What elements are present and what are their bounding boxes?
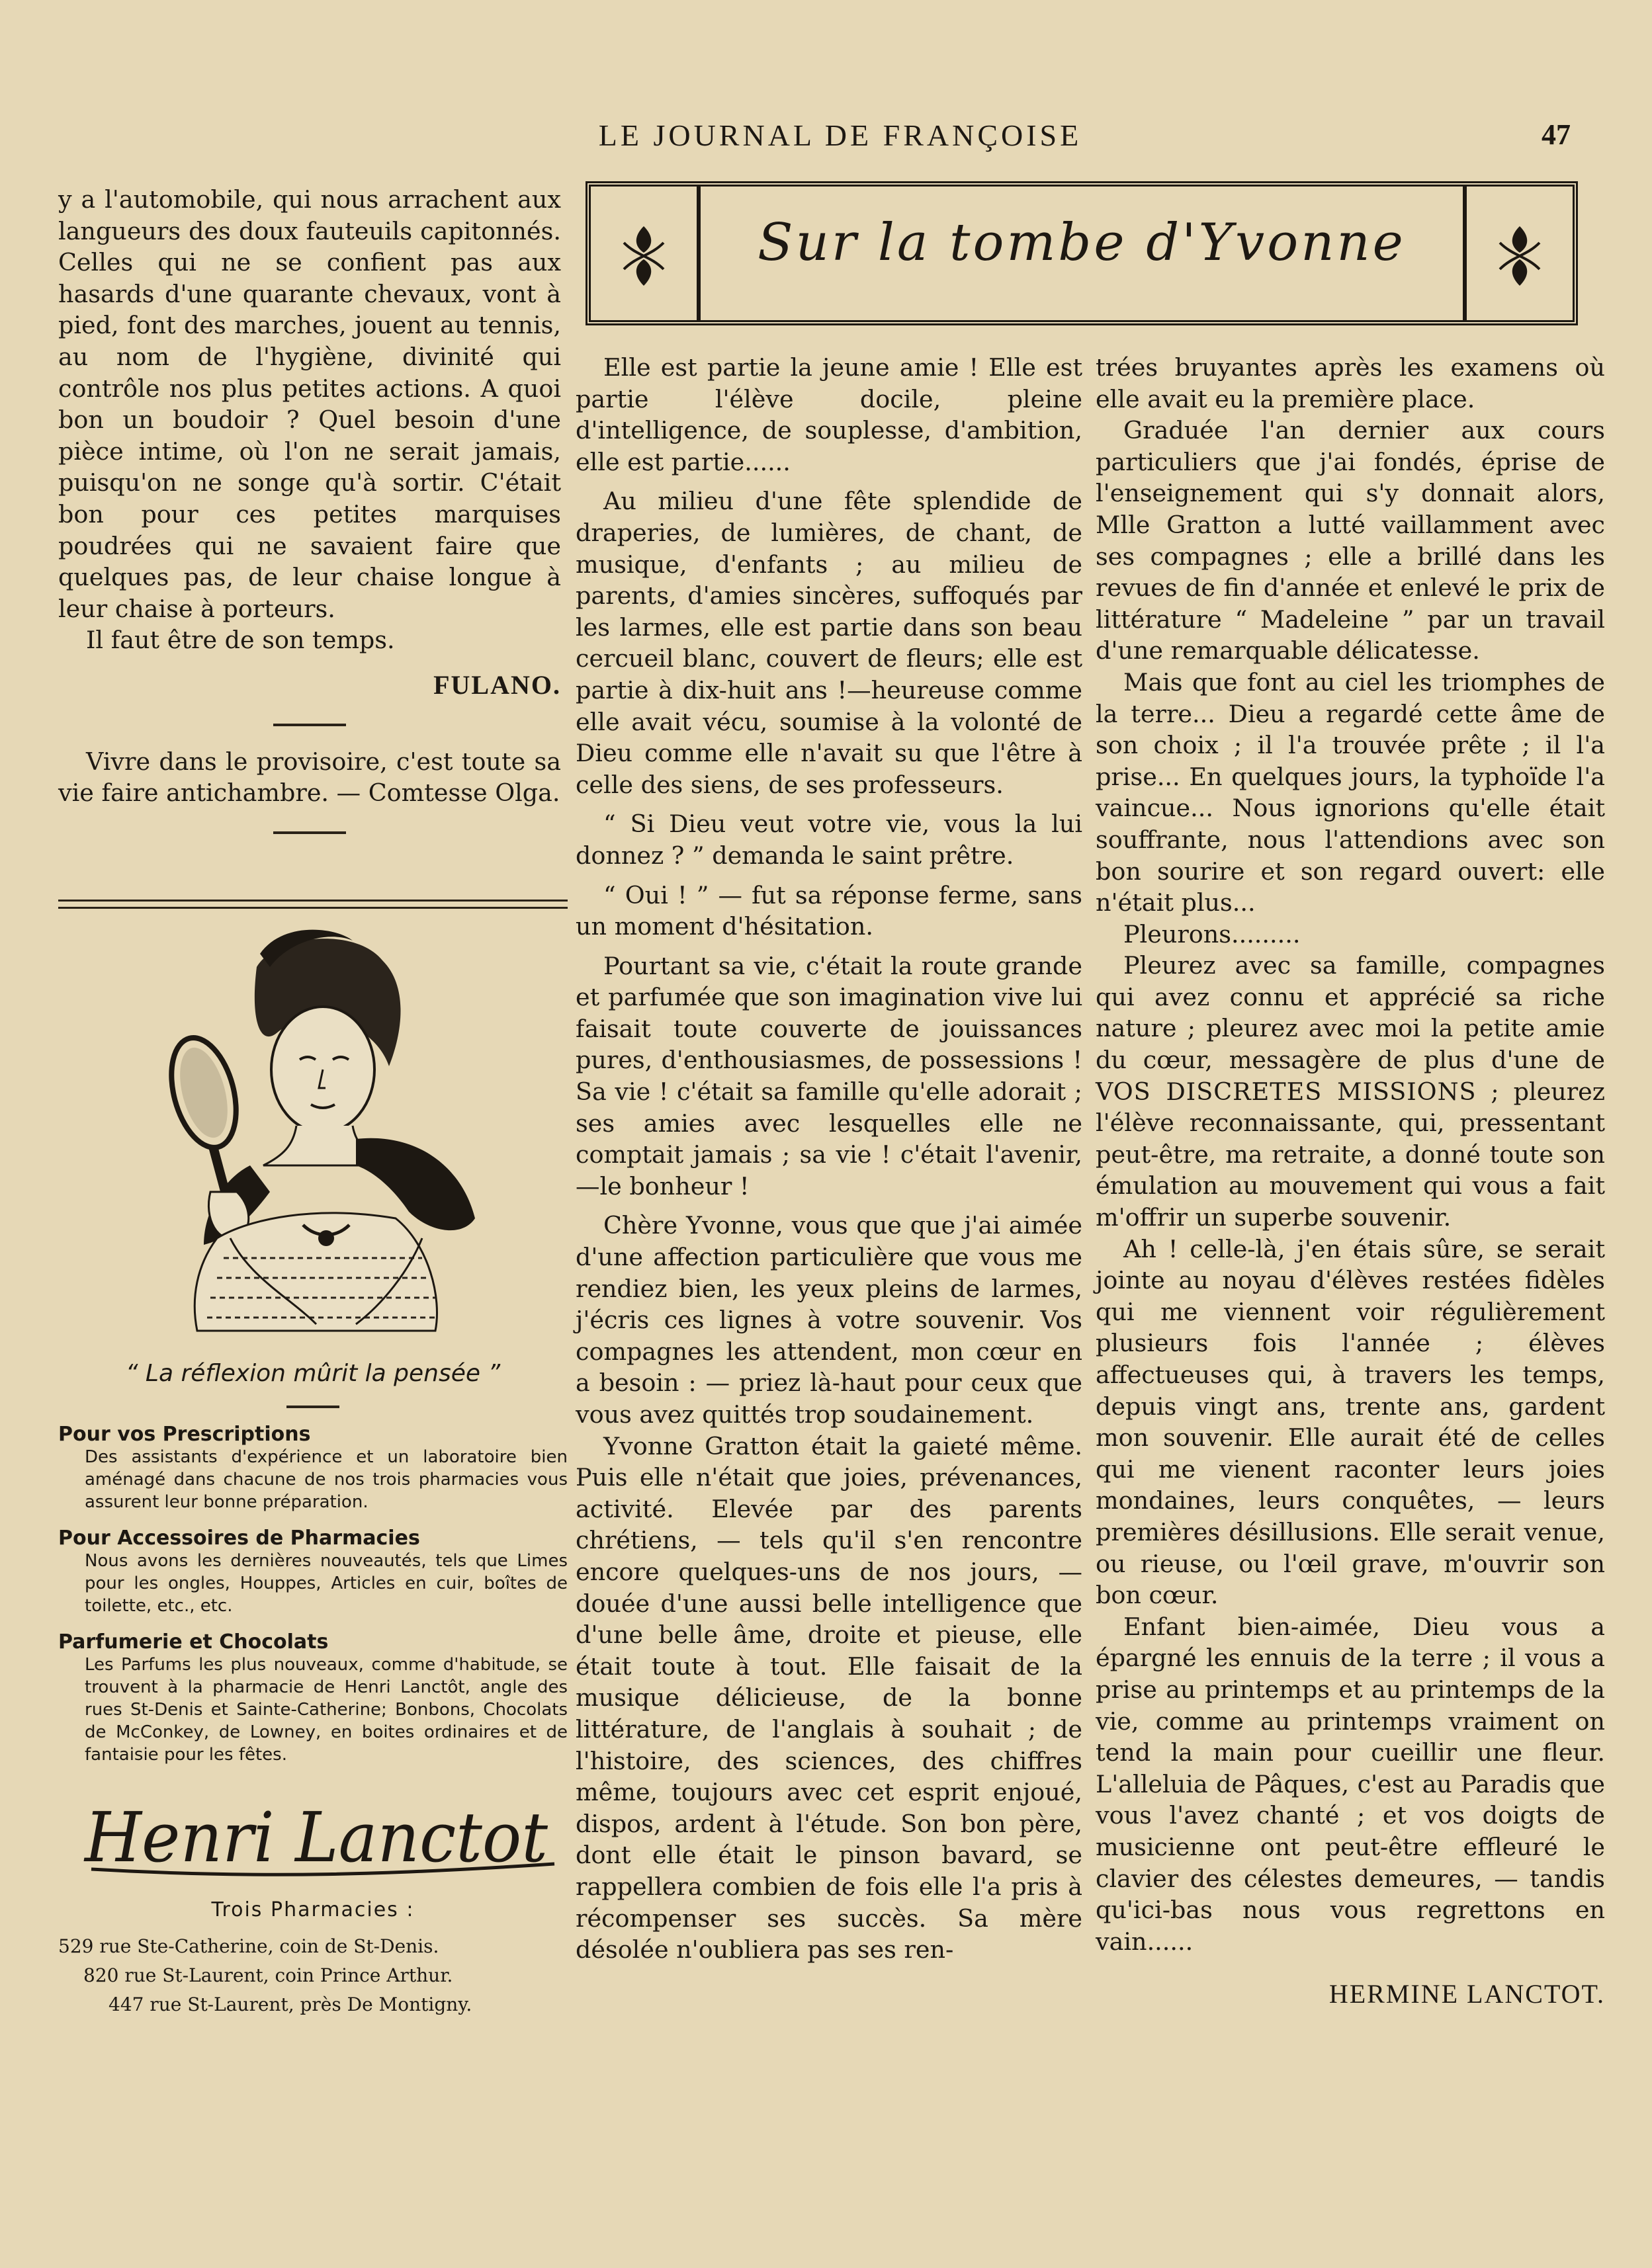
pharmacy-address: 447 rue St-Laurent, près De Montigny.: [109, 1994, 472, 2015]
fulano-paragraph-1: y a l'automobile, qui nous arrachent aux langueurs des doux fauteuils capitonnés. Celles qui ne se confient pas aux hasards d'une quarante chevaux, vont à pied, font des marches, jouent au tennis, au nom de l'hygiène, divinité qui contrôle nos plus petites actions. A quoi bon un boudoir ? Quel besoin d'une pièce intime, où l'on ne serait jamais, puisqu'on ne songe qu'à sortir. C'était bon pour ces petites marquises poudrées qui ne savaient faire que quelques pas, de leur chaise longue à leur chaise à porteurs.: [58, 185, 561, 623]
article-paragraph: Pleurons.........: [1123, 919, 1301, 948]
pharmacies-title: Trois Pharmacies :: [211, 1898, 415, 1921]
divider: [273, 724, 346, 726]
column-right: [1096, 352, 1605, 2010]
ad-section-heading: Parfumerie et Chocolats: [58, 1630, 329, 1654]
henri-lanctot-logo: [65, 1790, 568, 1882]
pharmacy-advertisement: [58, 900, 568, 2019]
fulano-paragraph-2: Il faut être de son temps.: [86, 626, 395, 655]
column-left: [58, 184, 561, 854]
discretes-missions: VOS DISCRETES MISSIONS: [1096, 1077, 1477, 1106]
article-paragraph: “ Si Dieu veut votre vie, vous la lui donnez ? ” demanda le saint prêtre.: [576, 810, 1082, 870]
journal-title: LE JOURNAL DE FRANÇOISE: [598, 118, 1082, 152]
article-paragraph: Pleurez avec sa famille, compagnes qui avez connu et apprécié sa riche nature ; pleurez avec moi la petite amie du cœur, messagère de plus d'une de VOS DISCRETES MISSIONS ; pleurez l'élève reconnaissante, qui, pressentant peut-être, ma retraite, a donné toute son émulation au mouvement qui vous a fait m'offrir un superbe souvenir.: [1096, 951, 1605, 1232]
article-paragraph: Chère Yvonne, vous que que j'ai aimée d'une affection particulière que vous me rendiez bien, les yeux pleins de larmes, j'écris ces lignes à votre souvenir. Vos compagnes les attendent, mon cœur en a besoin : — priez là-haut pour ceux que vous avez quittés trop soudainement.: [576, 1211, 1082, 1429]
fulano-signature: FULANO.: [433, 669, 561, 700]
article-signature: HERMINE LANCTOT.: [1328, 1979, 1605, 2009]
svg-text:Henri Lanctot: Henri Lanctot: [83, 1797, 548, 1878]
ad-top-rule: [58, 900, 568, 909]
article-paragraph: Pourtant sa vie, c'était la route grande et parfumée que son imagination vive lui faisait toute couverte de jouissances pures, d'enthousiasmes, de possessions ! Sa vie ! c'était sa famille qu'elle adorait ; ses amies avec lesquelles elle ne comptait jamais ; sa vie ! c'était l'avenir,—le bonheur !: [576, 951, 1082, 1200]
column-middle: [576, 352, 1082, 1966]
article-paragraph: “ Oui ! ” — fut sa réponse ferme, sans un moment d'hésitation.: [576, 880, 1082, 941]
article-paragraph: Yvonne Gratton était la gaieté même. Puis elle n'était que joies, prévenances, activité. Elevée par des parents chrétiens, — tels qu'il s'en rencontre encore quelques-uns de nos jours, — douée d'une aussi belle intelligence que d'une belle âme, droite et pieuse, elle était toute à tout. Elle faisait de la musique délicieuse, de la bonne littérature, de l'anglais à souhait ; de l'histoire, des sciences, des chiffres même, toujours avec cet esprit enjoué, dispos, ardent à l'étude. Son bon père, dont elle était le pinson bavard, se rappellera combien de fois elle l'a pris à récompenser ses succès. Sa mère désolée n'oubliera pas ses ren-: [576, 1431, 1082, 1964]
olga-quote: Vivre dans le provisoire, c'est toute sa vie faire antichambre. — Comtesse Olga.: [58, 747, 561, 808]
ad-section-body: Nous avons les dernières nouveautés, tels que Limes pour les ongles, Houppes, Articles en cuir, boîtes de toilette, etc., etc.: [85, 1551, 568, 1616]
article-paragraph: Elle est partie la jeune amie ! Elle est partie l'élève docile, pleine d'intelligence, de souplesse, d'ambition, elle est partie......: [576, 353, 1082, 476]
ad-section-heading: Pour vos Prescriptions: [58, 1423, 311, 1446]
article-paragraph: Ah ! celle-là, j'en étais sûre, se serait jointe au noyau d'élèves restées fidèles qui me viennent voir régulièrement plusieurs fois l'année ; élèves affectueuses qui, à travers les temps, depuis vingt ans, trente ans, gardent mon souvenir. Elle aurait été de celles qui me vienent raconter leurs joies mondaines, leurs conquêtes, — leurs premières désillusions. Elle serait venue, ou rieuse, ou l'œil grave, m'ouvrir son bon cœur.: [1096, 1234, 1605, 1610]
article-paragraph: Mais que font au ciel les triomphes de la terre... Dieu a regardé cette âme de son choix ; il l'a trouvée prête ; il l'a prise... En quelques jours, la typhoïde l'a vaincue... Nous ignorions qu'elle était souffrante, nous l'attendions avec son bon sourire et son regard ouvert: elle n'était plus...: [1096, 667, 1605, 917]
article-title-box: [586, 181, 1578, 325]
divider: [286, 1406, 339, 1408]
article-title: Sur la tombe d'Yvonne: [758, 213, 1406, 273]
woman-with-mirror-illustration: [118, 927, 515, 1337]
article-paragraph: trées bruyantes après les examens où elle avait eu la première place.: [1096, 353, 1605, 413]
ad-section-heading: Pour Accessoires de Pharmacies: [58, 1527, 420, 1550]
fleuron-ornament-icon: [1493, 223, 1546, 289]
illustration-caption: “ La réflexion mûrit la pensée ”: [125, 1360, 501, 1387]
divider: [273, 831, 346, 834]
article-paragraph: Au milieu d'une fête splendide de draperies, de lumières, de chant, de musique, d'enfants ; au milieu de parents, d'amies sincères, suffoqués par les larmes, elle est partie dans son beau cercueil blanc, couvert de fleurs; elle est partie à dix-huit ans !—heureuse comme elle avait vécu, soumise à la volonté de Dieu comme elle n'avait su que l'être à celle des siens, de ses professeurs.: [576, 487, 1082, 799]
page-number: 47: [1542, 118, 1571, 151]
ad-section-body: Des assistants d'expérience et un laboratoire bien aménagé dans chacune de nos trois pharmacies vous assurent leur bonne préparation.: [85, 1447, 568, 1512]
pharmacy-address: 529 rue Ste-Catherine, coin de St-Denis.: [58, 1935, 439, 1957]
article-paragraph: Graduée l'an dernier aux cours particuliers que j'ai fondés, éprise de l'enseignement qui s'y donnait alors, Mlle Gratton a lutté vaillamment avec ses compagnes ; elle a brillé dans les revues de fin d'année et enlevé le prix de littérature “ Madeleine ” par un travail d'une remarquable délicatesse.: [1096, 416, 1605, 665]
article-paragraph: Enfant bien-aimée, Dieu vous a épargné les ennuis de la terre ; il vous a prise au printemps et au printemps de la vie, comme au printemps vraiment on tend la main pour cueillir une fleur. L'alleluia de Pâques, c'est au Paradis que vous l'avez chanté ; et vos doigts de musicienne ont peut-être effleuré le clavier des célestes demeures, — tandis qu'ici-bas nous vous regrettons en vain......: [1096, 1612, 1605, 1956]
fleuron-ornament-icon: [617, 223, 670, 289]
pharmacy-address: 820 rue St-Laurent, coin Prince Arthur.: [83, 1964, 453, 1986]
ad-section-body: Les Parfums les plus nouveaux, comme d'habitude, se trouvent à la pharmacie de Henri Lanctôt, angle des rues St-Denis et Sainte-Catherine; Bonbons, Chocolats de McConkey, de Lowney, en boites ordinaires et de fantaisie pour les fêtes.: [85, 1655, 568, 1765]
